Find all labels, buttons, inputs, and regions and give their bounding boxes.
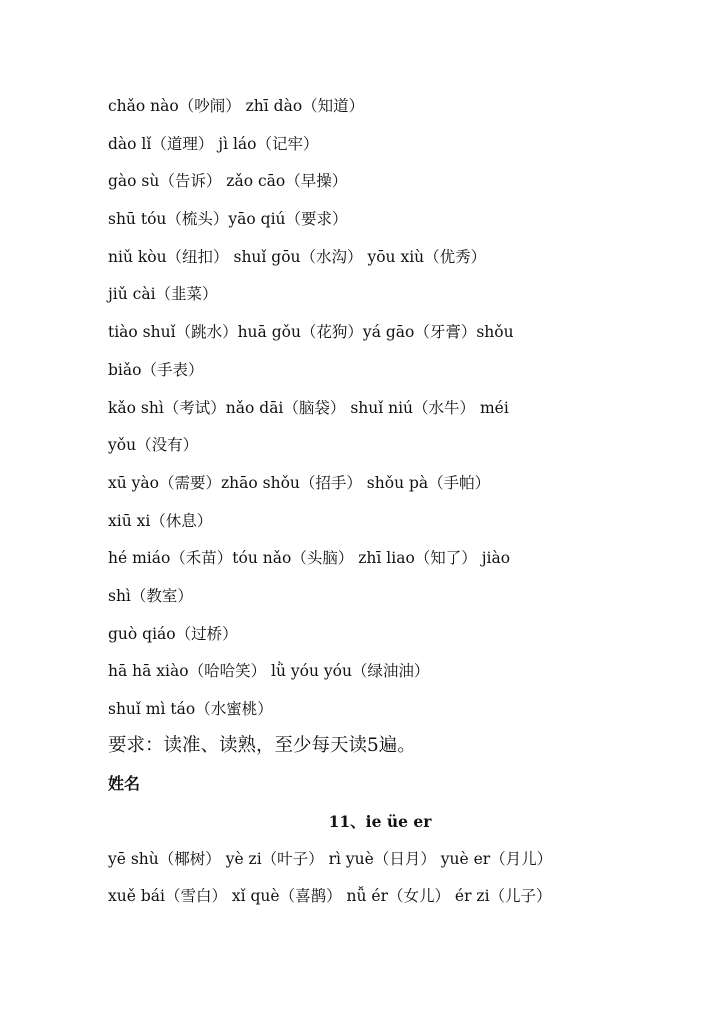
pinyin-line: biǎo（手表）: [108, 360, 204, 379]
pinyin-line: xiū xi（休息）: [108, 511, 213, 530]
requirement-text: 要求：读准、读熟，至少每天读5遍。: [108, 734, 416, 756]
worksheet-page: [108, 92, 688, 920]
name-label: 姓名: [108, 773, 141, 793]
pinyin-line: tiào shuǐ（跳水）huā gǒu（花狗）yá gāo（牙膏）shǒu: [108, 323, 514, 342]
pinyin-line: shì（教室）: [108, 586, 193, 605]
section-line: yē shù（椰树） yè zi（叶子） rì yuè（日月） yuè er（月儿）: [108, 849, 553, 868]
section-line: xuě bái（雪白） xǐ què（喜鹊） nǚ ér（女儿） ér zi（儿子）: [108, 887, 552, 906]
pinyin-line: kǎo shì（考试）nǎo dāi（脑袋） shuǐ niú（水牛） méi: [108, 398, 509, 417]
pinyin-line: niǔ kòu（纽扣） shuǐ gōu（水沟） yōu xiù（优秀）: [108, 247, 487, 266]
pinyin-line: xū yào（需要）zhāo shǒu（招手） shǒu pà（手帕）: [108, 473, 491, 492]
pinyin-line: jiǔ cài（韭菜）: [108, 285, 218, 304]
section-title: 11、ie üe er: [328, 811, 432, 831]
pinyin-line: yǒu（没有）: [108, 436, 199, 455]
pinyin-line: guò qiáo（过桥）: [108, 624, 238, 643]
pinyin-line: chǎo nào（吵闹） zhī dào（知道）: [108, 97, 365, 115]
pinyin-line: hā hā xiào（哈哈笑） lǜ yóu yóu（绿油油）: [108, 662, 430, 681]
pinyin-line: shū tóu（梳头）yāo qiú（要求）: [108, 210, 348, 229]
pinyin-line: dào lǐ（道理） jì láo（记牢）: [108, 134, 319, 153]
pinyin-line: shuǐ mì táo（水蜜桃）: [108, 700, 273, 718]
pinyin-line: hé miáo（禾苗）tóu nǎo（头脑） zhī liao（知了） jiào: [108, 549, 511, 568]
pinyin-line: gào sù（告诉） zǎo cāo（早操）: [108, 172, 348, 191]
